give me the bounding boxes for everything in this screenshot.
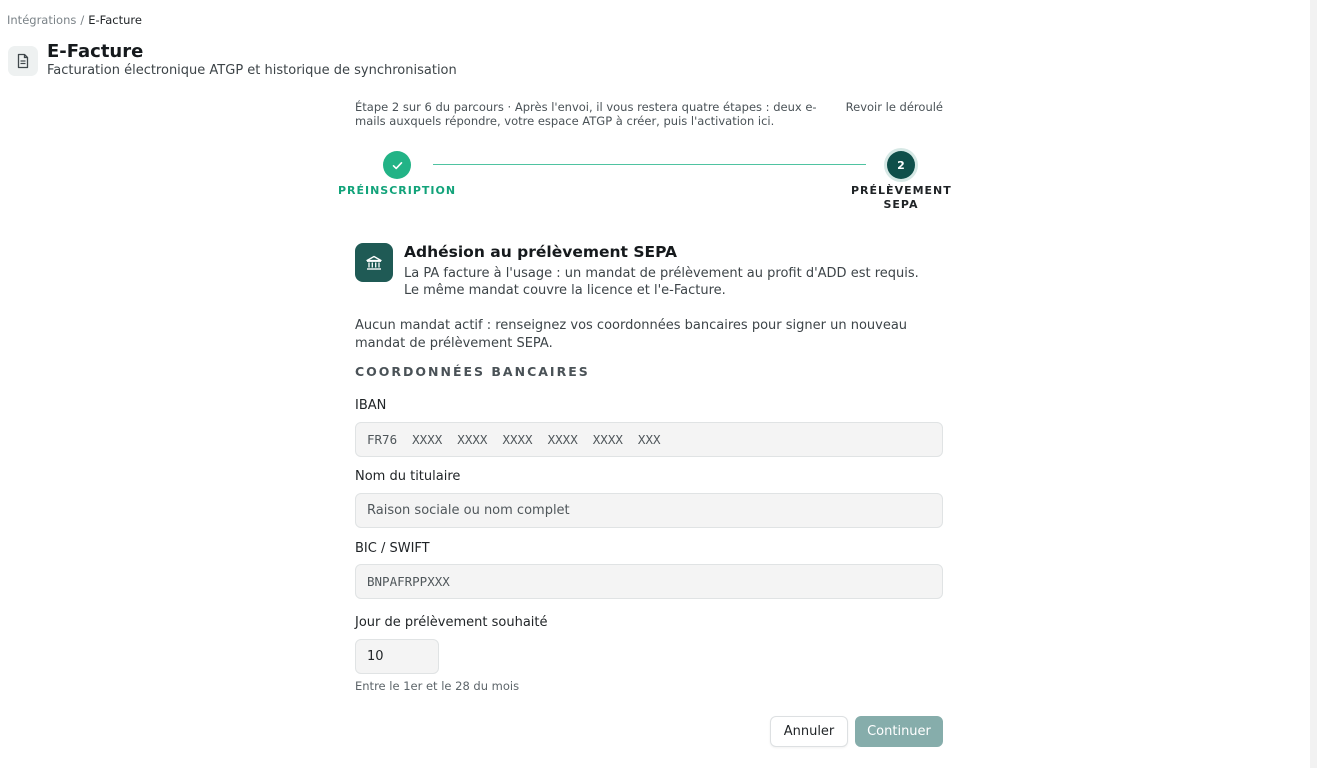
section-title: Adhésion au prélèvement SEPA — [404, 243, 678, 261]
debit-day-label: Jour de prélèvement souhaité — [355, 615, 548, 630]
scrollbar-track[interactable] — [1310, 0, 1317, 768]
page-title: E-Facture — [47, 41, 144, 62]
step-info-text: Étape 2 sur 6 du parcours · Après l'envoi, il vous restera quatre étapes : deux e-mails auxquels répondre, votre espace ATGP à créer, puis l'activation ici. — [355, 100, 817, 128]
step-2-indicator: 2 — [887, 151, 915, 179]
continue-button[interactable]: Continuer — [855, 716, 943, 747]
iban-label: IBAN — [355, 398, 387, 413]
debit-day-input[interactable] — [355, 639, 439, 674]
breadcrumb-separator: / — [80, 13, 85, 27]
debit-day-hint: Entre le 1er et le 28 du mois — [355, 679, 520, 693]
step-1-label: PRÉINSCRIPTION — [337, 184, 457, 197]
breadcrumb-link-integrations[interactable]: Intégrations — [7, 13, 77, 27]
breadcrumb-current: E-Facture — [88, 13, 142, 27]
bank-details-heading: COORDONNÉES BANCAIRES — [355, 364, 590, 379]
cancel-button[interactable]: Annuler — [770, 716, 848, 747]
step-2-label: PRÉLÈVEMENT SEPA — [851, 184, 952, 211]
holder-label: Nom du titulaire — [355, 469, 461, 484]
mandate-notice: Aucun mandat actif : renseignez vos coordonnées bancaires pour signer un nouveau mandat de prélèvement SEPA. — [355, 318, 908, 351]
document-icon — [8, 46, 38, 76]
page-subtitle: Facturation électronique ATGP et historique de synchronisation — [47, 63, 457, 78]
review-steps-link[interactable]: Revoir le déroulé — [845, 100, 943, 114]
bank-icon — [355, 243, 393, 282]
stepper-connector — [433, 164, 866, 165]
iban-input[interactable] — [355, 422, 943, 457]
section-description: La PA facture à l'usage : un mandat de prélèvement au profit d'ADD est requis. Le même mandat couvre la licence et l'e-Facture. — [404, 266, 919, 298]
check-icon — [391, 159, 404, 172]
bic-label: BIC / SWIFT — [355, 541, 430, 556]
bic-input[interactable] — [355, 564, 943, 599]
breadcrumb — [7, 13, 142, 27]
holder-name-input[interactable] — [355, 493, 943, 528]
step-1-indicator — [383, 151, 411, 179]
